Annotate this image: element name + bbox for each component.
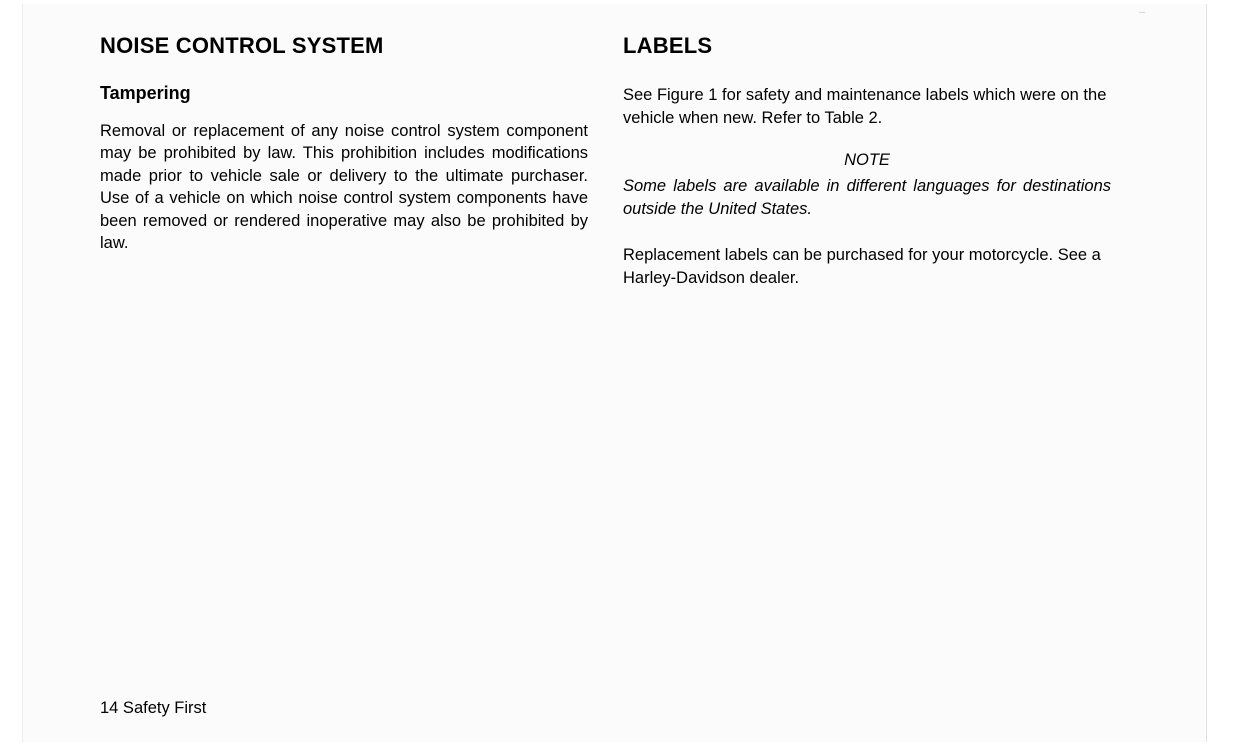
note-label: NOTE — [844, 151, 890, 169]
page-left-edge — [22, 4, 23, 742]
document-page — [22, 4, 1207, 742]
note-spacer — [623, 220, 1111, 244]
labels-paragraph-2: Replacement labels can be purchased for your motorcycle. See a Harley-Davidson dealer. — [623, 246, 1101, 287]
page-corner-mark — [1139, 12, 1145, 13]
page-title: NOISE CONTROL SYSTEM — [100, 33, 384, 58]
page-right-edge — [1206, 4, 1207, 742]
tampering-paragraph: Removal or replacement of any noise control system component may be prohibited by law. This prohibition includes modifications made prior to vehicle sale or delivery to the ultimate purchaser. Use of a vehicle on which noise control system components have been removed or rendered inoperative may also be prohibited by law. — [100, 121, 588, 253]
section-heading-labels: LABELS — [623, 33, 713, 58]
right-column — [623, 34, 1111, 289]
page-footer: 14 Safety First — [100, 699, 207, 717]
labels-paragraph-1: See Figure 1 for safety and maintenance labels which were on the vehicle when new. Refer to Table 2. — [623, 86, 1107, 127]
subsection-heading-tampering: Tampering — [100, 83, 191, 104]
left-column — [100, 34, 588, 254]
note-text: Some labels are available in different languages for destinations outside the United States. — [623, 177, 1111, 218]
